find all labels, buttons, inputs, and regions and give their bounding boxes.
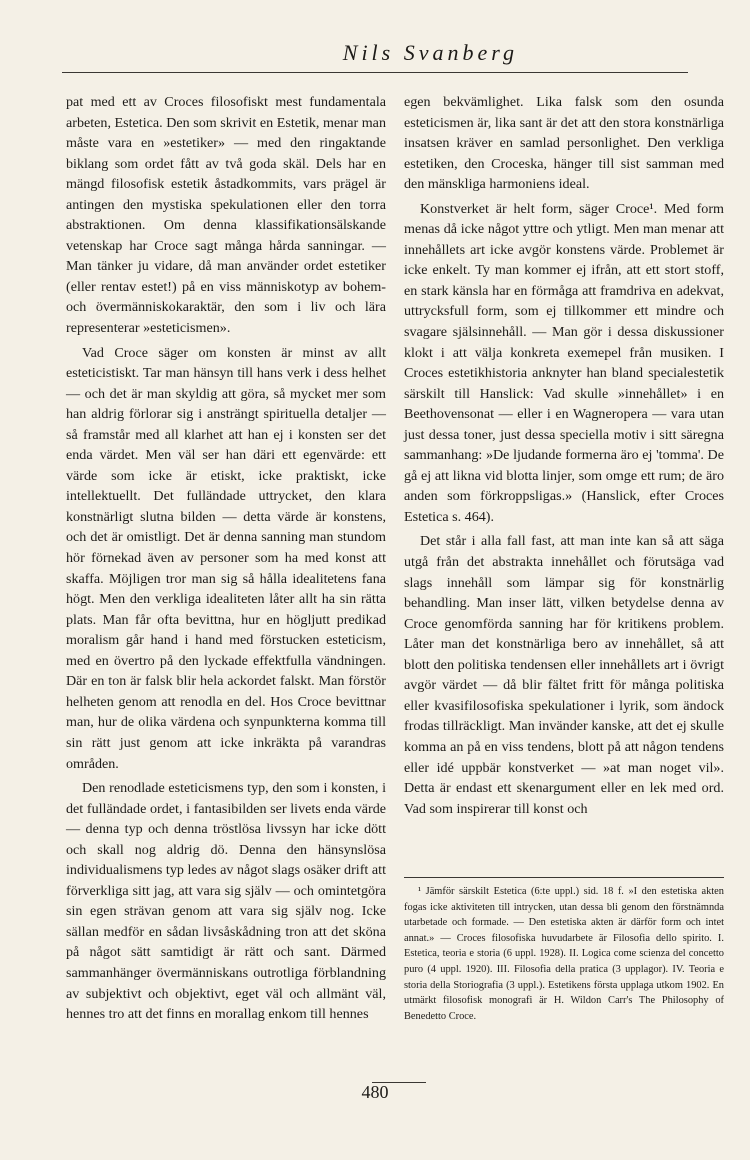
paragraph: egen bekvämlighet. Lika falsk som den osunda esteticismen är, lika sant är det att den stora konstnärliga insatsen kräver en samlad personlighet. Den verkliga estetiken, den Croceska, hänger till sist samman med den mänskliga harmoniens ideal. — [404, 94, 724, 193]
footnotes — [404, 877, 724, 1024]
running-header — [62, 38, 688, 73]
right-column — [404, 92, 724, 819]
footnote: ¹ Jämför särskilt Estetica (6:te uppl.) sid. 18 f. »I den estetiska akten fogas icke aktiviteten till intrycken, utan dessa bli genom den förstnämnda utarbetade och formade. — Den estetiska akten är därför form och intet annat.» — Croces filosofiska huvudarbete är Filosofia dello spirito. I. Estetica, teoria e storia (6 uppl. 1928). II. Logica come scienza del concetto puro (4 uppl. 1920). III. Filosofia della pratica (3 upplagor). IV. Teoria e storia della Storiografia (3 uppl.). Estetikens första upplaga utkom 1902. En utmärkt filosofisk monografi är H. Wildon Carr's The Philosophy of Benedetto Croce. — [404, 886, 724, 1022]
paragraph: Konstverket är helt form, säger Croce¹. Med form menas då icke något yttre och ytligt. Men man menar att innehållets art icke avgör konstens värde. Problemet är icke enkelt. Ty man kommer ej ifrån, att ett stort stoff, en stark känsla har en förmåga att framdriva en adekvat, uttrycksfull form, som ej tillkommer ett mindre och svagare själsinnehåll. — Man gör i dessa diskussioner klokt i att välja konkreta exemepel från musiken. I Croces estetikhistoria anknyter han bland specialestetik särskilt till Hanslick: Vad skulle »innehållet» i en Beethovensonat — eller i en Wagneropera — vara utan just dessa toner, just dessa speciella motiv i sitt säregna sammanhang: »De ljudande formerna äro ej 'tomma'. De gå ej att likna vid blotta linjer, som omge ett rum; de äro anden som förkroppsligas.» (Hanslick, efter Croces Estetica s. 464). — [404, 200, 724, 525]
left-column — [66, 92, 386, 1025]
paragraph: Vad Croce säger om konsten är minst av allt esteticistiskt. Tar man hänsyn till hans verk i dess helhet — och det är man skyldig att göra, så mycket mer som han aldrig förlorar sig i ansträngt spirituella detaljer — så framstår med all klarhet att han ej i konsten ser det enda värdet. Men väl ser han däri ett egenvärde: ett värde som icke är etiskt, icke praktiskt, icke intellektuellt. Det fulländade uttrycket, den klara konstnärligt slutna bilden — detta värde är konstens, och det är omistligt. Det är denna sanning man stundom hör förnekad även av personer som ha med konst att skaffa. Möjligen tror man sig så hålla idealitetens fana högt. Men den verkliga idealiteten låter allt ha sin rätta plats. Man får ofta bevittna, hur en högljutt predikad moralism går hand i hand med förstucken esteticism, med en övertro på den lyckade effektfulla vändningen. Där en ton är falsk blir hela ackordet falskt. Man förstör helheten genom att renodla en del. Hos Croce bevittnar man, hur de olika värdena och synpunkterna komma till sin rätt just genom att icke inkräkta på varandras områden. — [66, 344, 386, 772]
running-title: Nils Svanberg — [342, 40, 518, 65]
page-number: 480 — [361, 1082, 389, 1102]
paragraph: pat med ett av Croces filosofiskt mest fundamentala arbeten, Estetica. Den som skrivit en Estetik, menar man måste vara en »estetiker» — med den ringaktande biklang som ordet fått av två goda skäl. Dels har en mängd filosofisk estetik åstadkommits, vars prägel är antingen den mystiska spekulationen eller den torra abstraktionen. Om denna klassifikationsälskande vetenskap har Croce sagt många hårda sanningar. — Man tänker ju vidare, då man använder ordet estetiker (eller rentav estet!) på en viss människotyp av bohem- och övermänniskokaraktär, den som i liv och lära representerar »esteticismen». — [66, 94, 386, 337]
paragraph: Den renodlade esteticismens typ, den som i konsten, i det fulländade ordet, i fantasibilden ser livets enda värde — denna typ och denna tröstlösa livssyn har icke dött och skall nog aldrig dö. Denna den hänsynslösa individualismens typ ledes av något slags osäker drift att förverkliga sitt jag, att vara sig själv — och omintetgöra sin egen strävan genom att vara sig själv nog. Icke sällan medför en sådan livsåskådning tron att det sköna på något sätt samtidigt är rätt och sant. Därmed sammanhänger övermänniskans outrotliga förblandning av subjektivt och objektivt, eget väl och allmänt väl, hennes tro att det finns en morallag enkom till hennes — [66, 780, 386, 1023]
paragraph: Det står i alla fall fast, att man inte kan så att säga utgå från det abstrakta innehållet och förutsäga vad slags innehåll som lämpar sig för konstnärlig behandling. Man inser lätt, vilken betydelse denna av Croce genomförda sanning har för kritikens problem. Låter man det konstnärliga bero av innehållet, så att blott den politiska tendensen eller innehållets art i övrigt avgör värdet — då blir fältet fritt för många politiska eller kvasifilosofiska spekulationer i lyrik, som ändock frodas tillräckligt. Man invänder kanske, att det ej skulle komma an på en viss tendens, blott på att någon tendens eller idé uppbär konstverket — »at man noget vil». Detta är endast ett skenargument eller en lek med ord. Vad som inspirerar till konst och — [404, 533, 724, 817]
